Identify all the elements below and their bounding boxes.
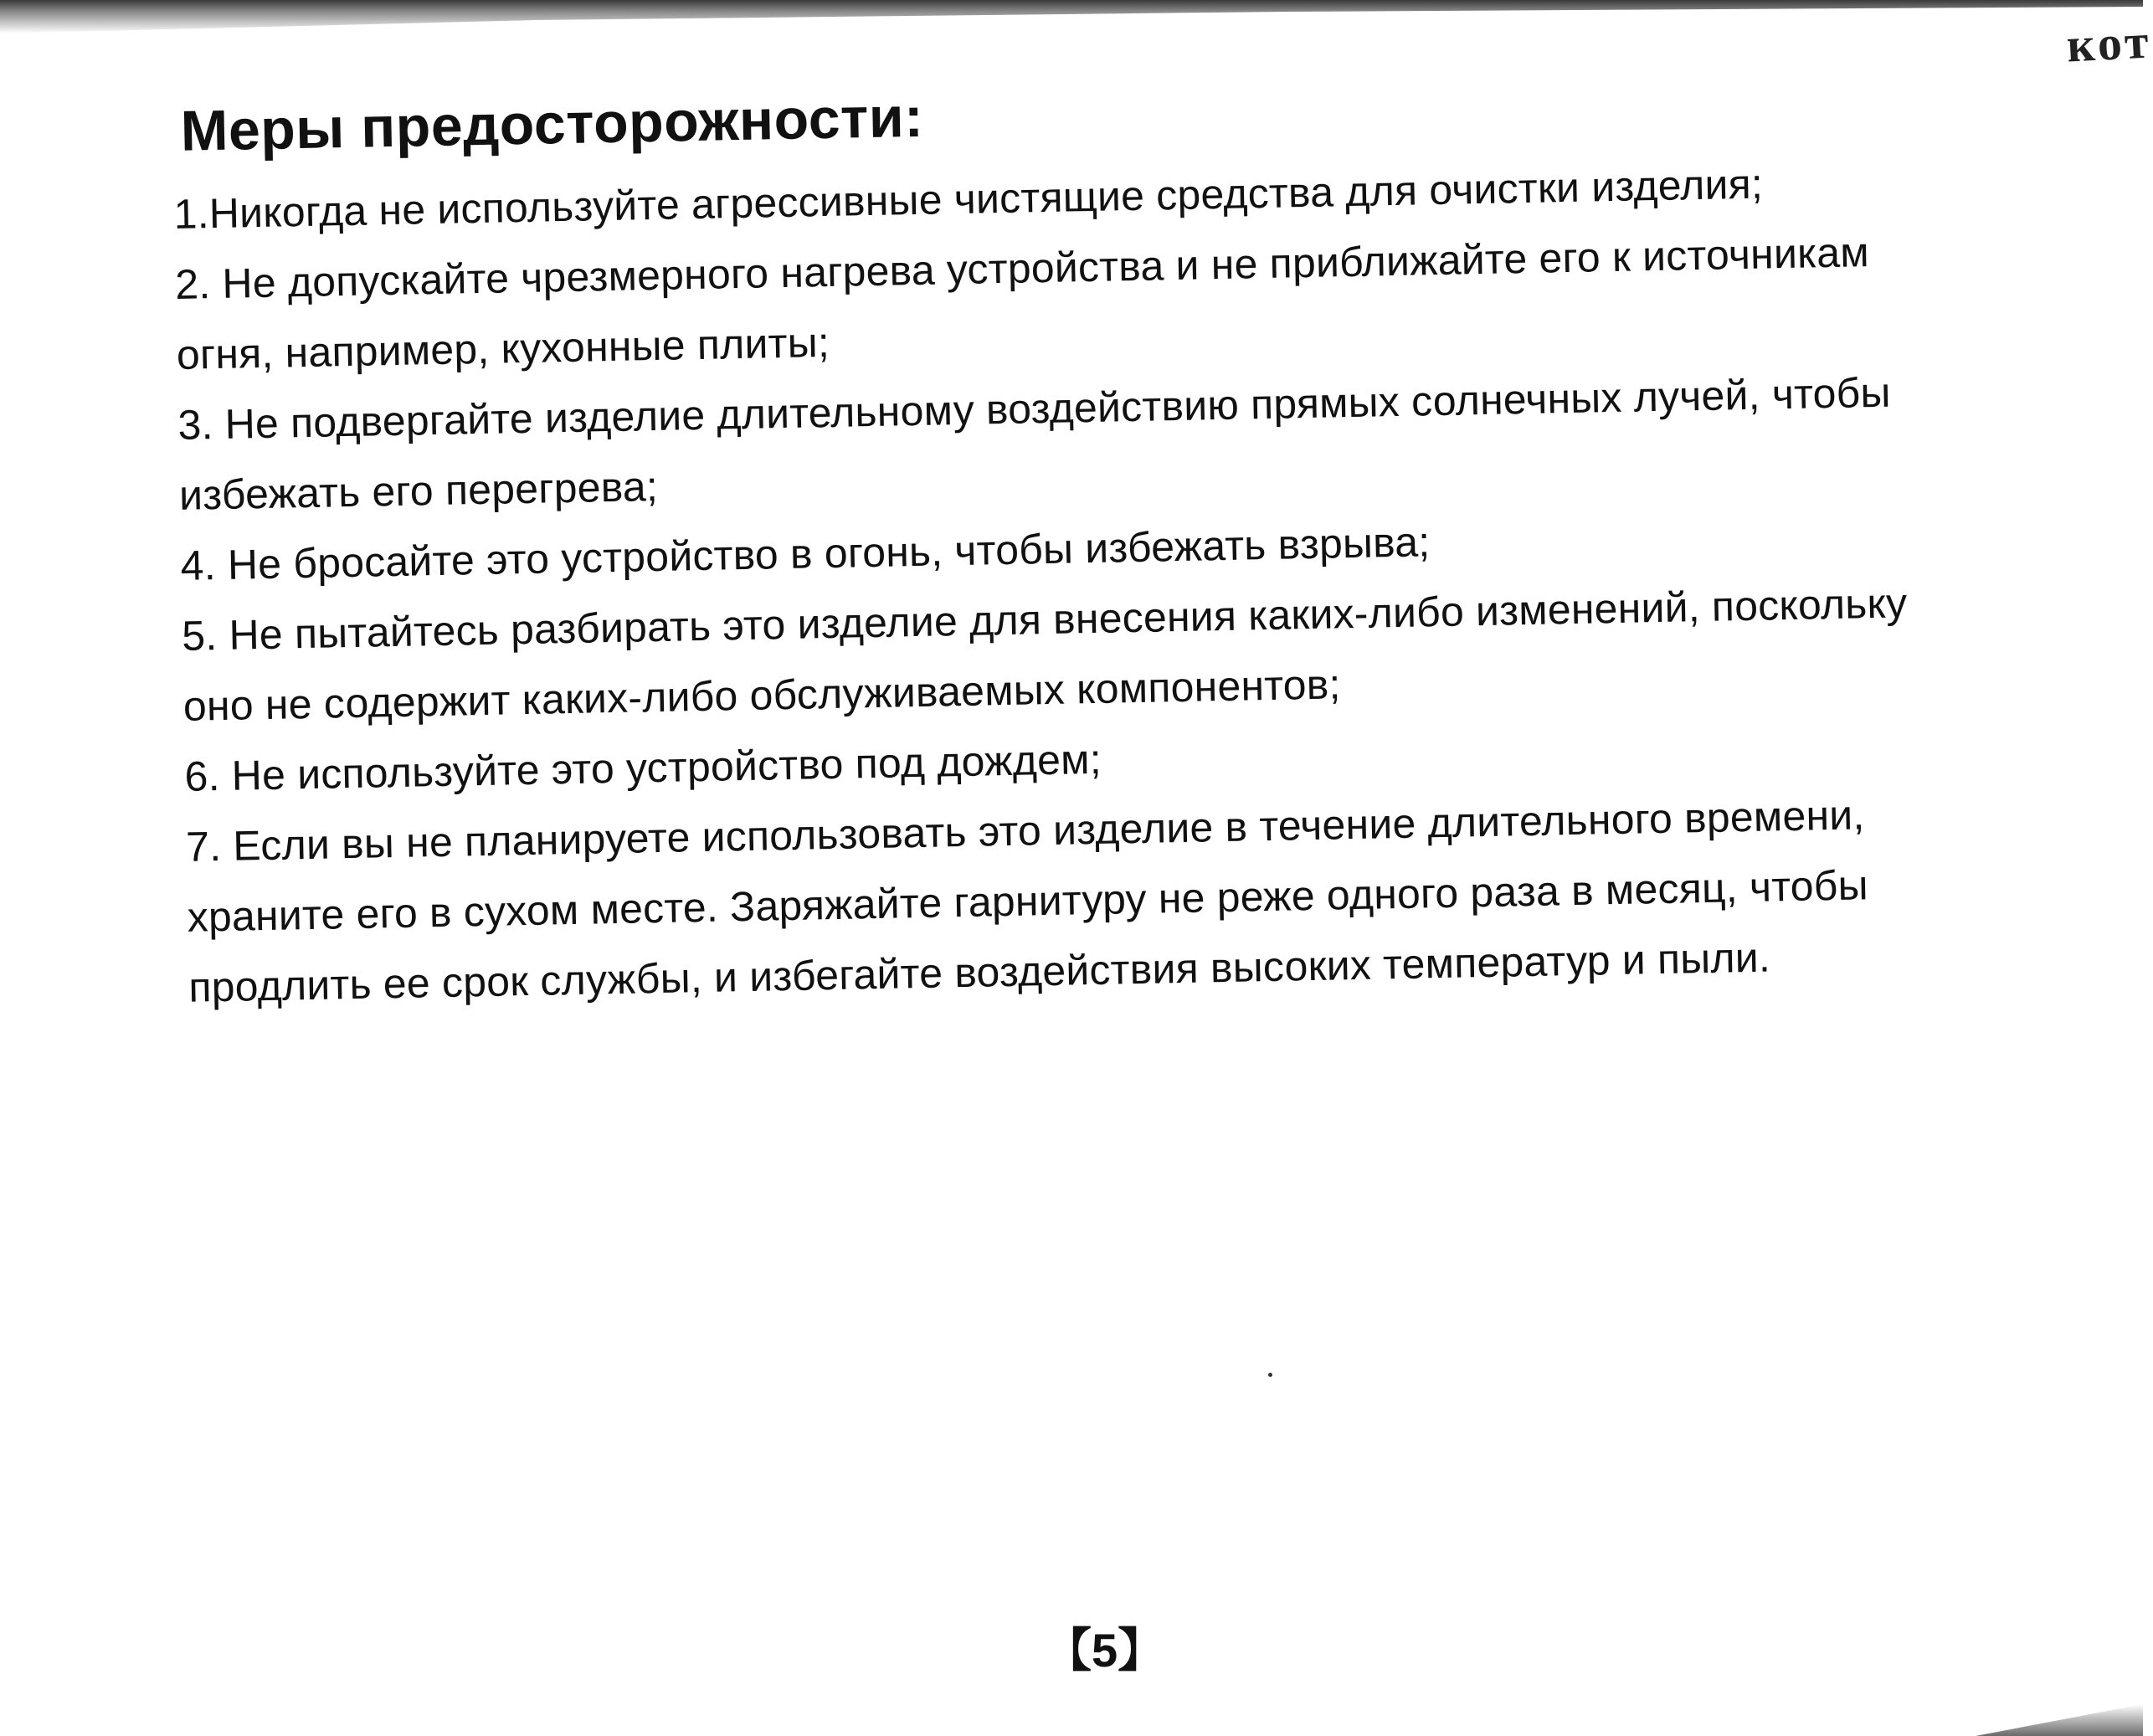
precaution-item-2: 2. Не допускайте чрезмерного нагрева устройства и не приближайте его к источникам огня, например, кухонные плиты;: [174, 229, 1870, 378]
page-number: 【5】: [1045, 1624, 1165, 1677]
precaution-item-3: 3. Не подвергайте изделие длительному воздействию прямых солнечных лучей, чтобы избежать его перегрева;: [177, 368, 1892, 519]
precautions-section: [172, 64, 2014, 1023]
adjacent-page-fragment: кот: [2064, 13, 2153, 73]
precaution-item-1: 1.Никогда не используйте агрессивные чистящие средства для очистки изделия;: [173, 160, 1764, 238]
precaution-item-7: 7. Если вы не планируете использовать это изделие в течение длительного времени, храните его в сухом месте. Заряжайте гарнитуру не реже одного раза в месяц, чтобы продлить ее срок службы, и избегайте воздействия высоких температур и пыли.: [185, 791, 1869, 1011]
precaution-item-4: 4. Не бросайте это устройство в огонь, чтобы избежать взрыва;: [180, 518, 1431, 589]
section-title: Меры предосторожности:: [180, 85, 924, 163]
page-edge-shadow: [0, 0, 2143, 33]
page-corner-shadow: [1976, 1704, 2143, 1736]
paper-speck: [1268, 1373, 1272, 1377]
precaution-item-6: 6. Не используйте это устройство под дождем;: [184, 735, 1102, 800]
precaution-item-5: 5. Не пытайтесь разбирать это изделие для внесения каких-либо изменений, поскольку оно не содержит каких-либо обслуживаемых компонентов;: [181, 579, 1908, 730]
